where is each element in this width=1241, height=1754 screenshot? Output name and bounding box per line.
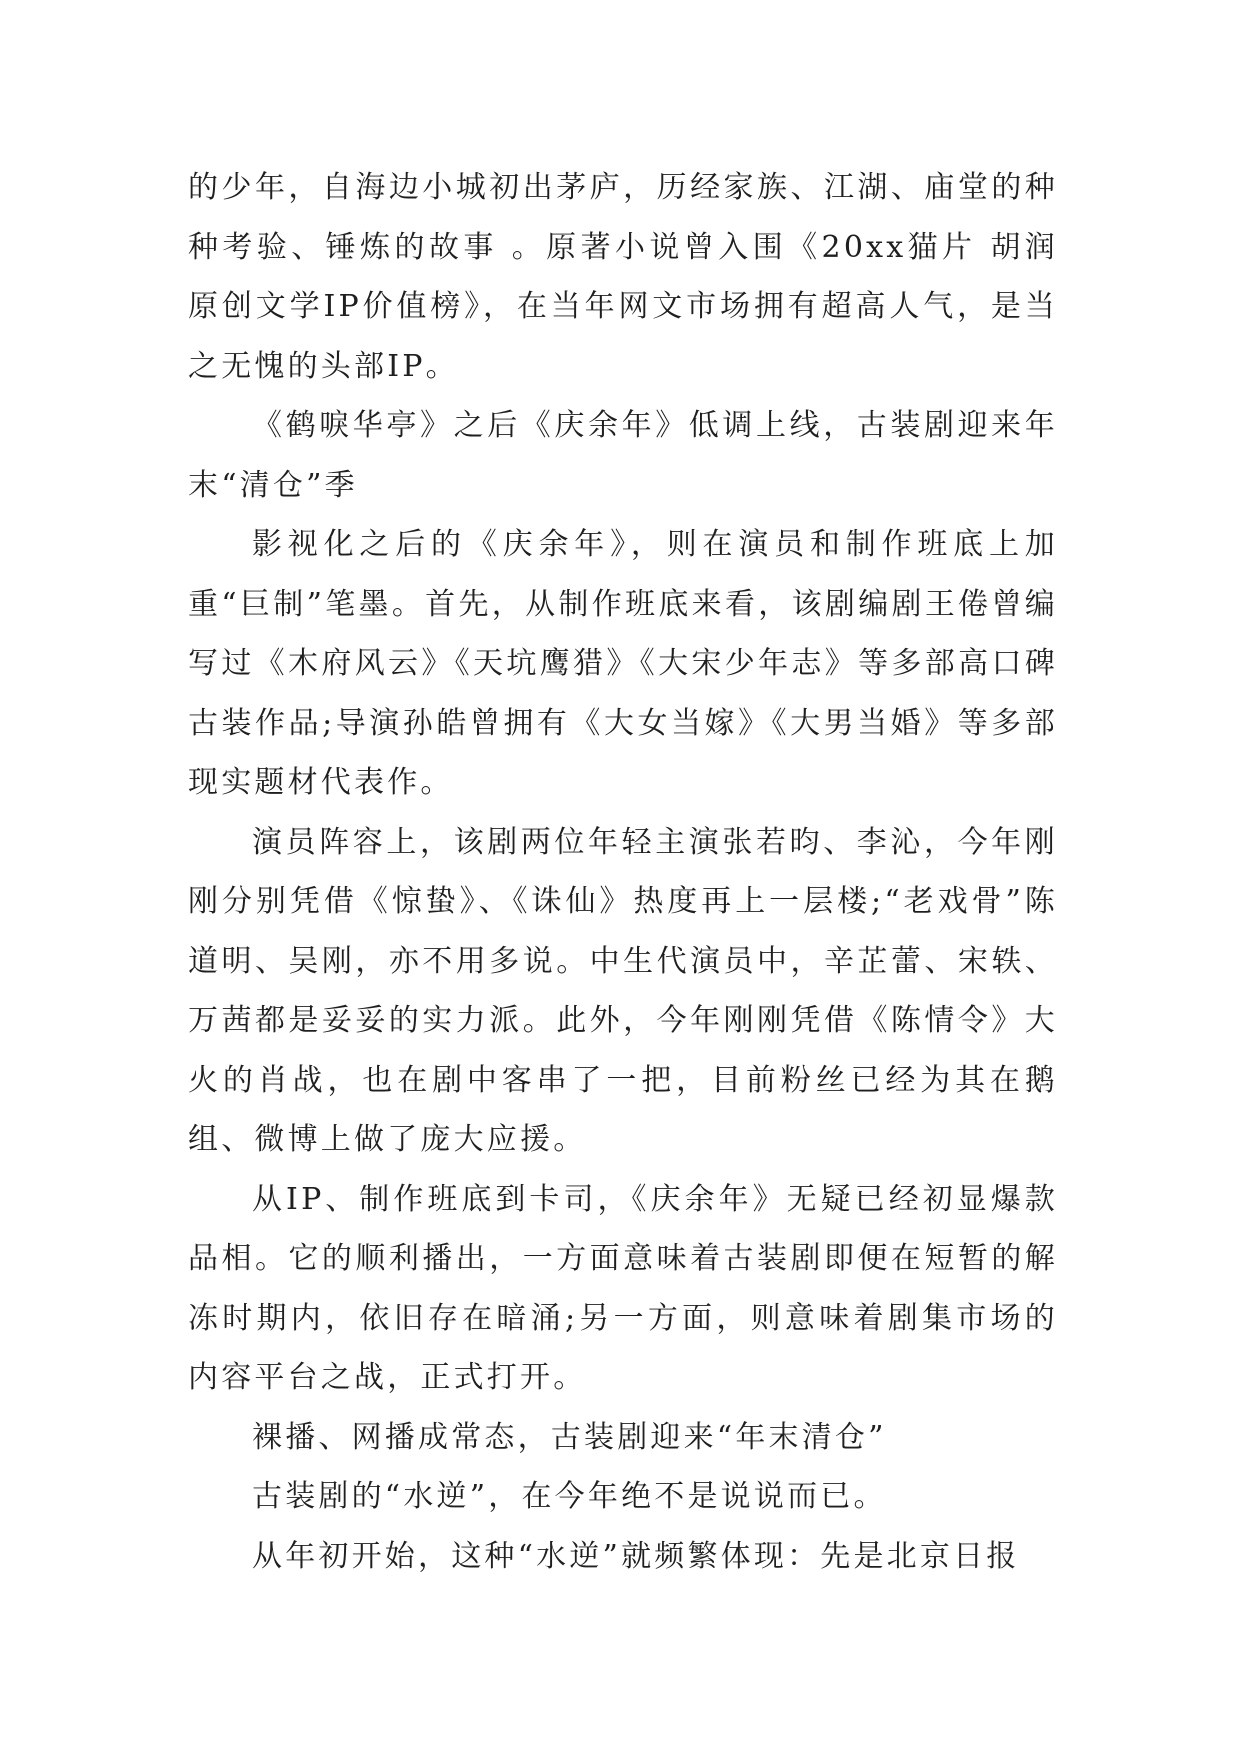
document-body (188, 158, 1058, 1586)
paragraph-1: 的少年，自海边小城初出茅庐，历经家族、江湖、庙堂的种种考验、锤炼的故事 。原著小说曾入围《20xx猫片 胡润原创文学IP价值榜》，在当年网文市场拥有超高人气，是当之无愧的头部IP。 (188, 170, 1058, 384)
paragraph-2-subheading: 《鹤唳华亭》之后《庆余年》低调上线，古装剧迎来年末“清仓”季 (188, 408, 1058, 503)
paragraph-5: 从IP、制作班底到卡司，《庆余年》无疑已经初显爆款品相。它的顺利播出，一方面意味着古装剧即便在短暂的解冻时期内，依旧存在暗涌;另一方面，则意味着剧集市场的内容平台之战，正式打开。 (188, 1181, 1058, 1395)
paragraph-8: 从年初开始，这种“水逆”就频繁体现：先是北京日报 (252, 1538, 1020, 1574)
paragraph-7: 古装剧的“水逆”，在今年绝不是说说而已。 (252, 1479, 887, 1514)
paragraph-3: 影视化之后的《庆余年》，则在演员和制作班底上加重“巨制”笔墨。首先，从制作班底来看，该剧编剧王倦曾编写过《木府风云》《天坑鹰猎》《大宋少年志》等多部高口碑古装作品;导演孙皓曾拥有《大女当嫁》《大男当婚》等多部现实题材代表作。 (188, 527, 1058, 800)
paragraph-6-subheading: 裸播、网播成常态，古装剧迎来“年末清仓” (252, 1419, 887, 1455)
paragraph-4: 演员阵容上，该剧两位年轻主演张若昀、李沁，今年刚刚分别凭借《惊蛰》、《诛仙》热度再上一层楼;“老戏骨”陈道明、吴刚，亦不用多说。中生代演员中，辛芷蕾、宋轶、万茜都是妥妥的实力派。此外，今年刚刚凭借《陈情令》大火的肖战，也在剧中客串了一把，目前粉丝已经为其在鹅组、微博上做了庞大应援。 (188, 824, 1058, 1157)
